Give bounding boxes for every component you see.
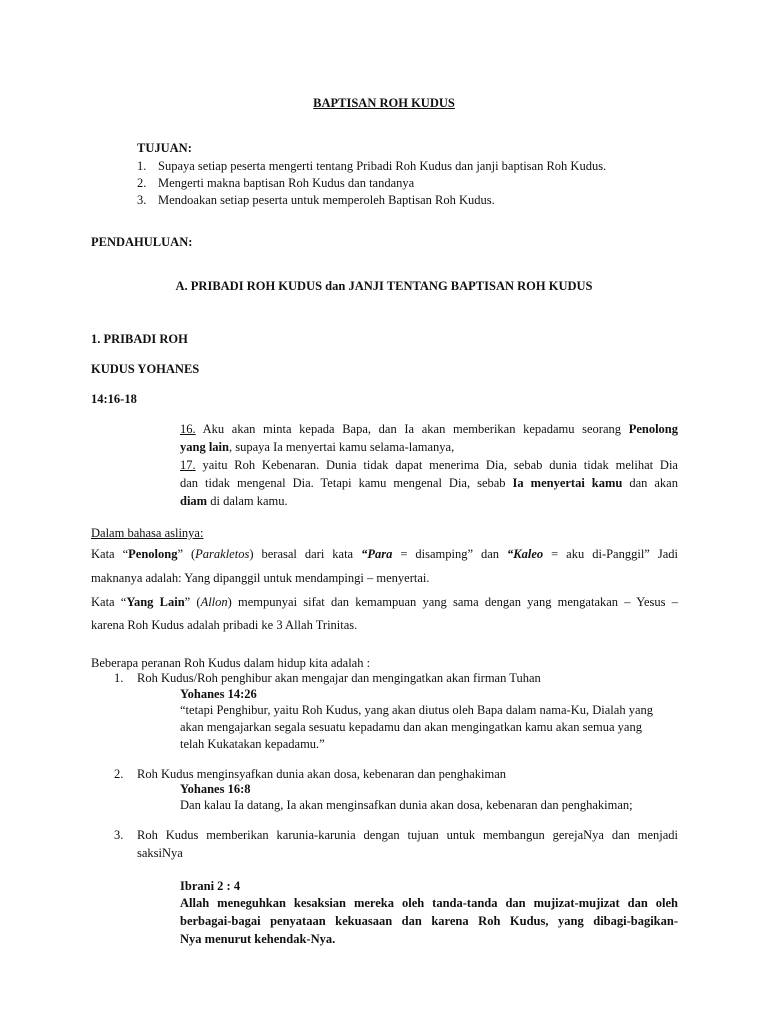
verse-bold-text: yang lain (180, 440, 229, 454)
verse-text: yaitu Roh Kebenaran. Dunia tidak dapat menerima Dia, sebab dunia tidak melihat Dia (195, 458, 678, 472)
peranan-item-num: 2. (114, 767, 124, 781)
text: ” ( (184, 595, 201, 609)
verse-text: , supaya Ia menyertai kamu selama-lamanya, (228, 440, 455, 454)
bold-italic-text: “Kaleo (507, 547, 544, 561)
verse-block (180, 420, 678, 510)
peranan-item-quote-line: Nya menurut kehendak-Nya. (180, 932, 336, 946)
text: = disamping” dan (392, 547, 508, 561)
peranan-item-quote-line: Dan kalau Ia datang, Ia akan menginsafkan dunia akan dosa, kebenaran dan penghakiman; (180, 798, 633, 812)
verse-16-line1 (180, 420, 678, 438)
text: ) berasal dari kata (249, 547, 362, 561)
text: Kata “ (91, 595, 127, 609)
tujuan-item-text: Supaya setiap peserta mengerti tentang Pribadi Roh Kudus dan janji baptisan Roh Kudus. (158, 159, 607, 173)
peranan-item-quote-line: Allah meneguhkan kesaksian mereka oleh tanda-tanda dan mujizat-mujizat dan oleh (180, 896, 678, 910)
peranan-item-num: 3. (114, 828, 124, 842)
peranan-item-num: 1. (114, 671, 124, 685)
peranan-item-ref: Ibrani 2 : 4 (180, 879, 241, 893)
tujuan-item-text: Mendoakan setiap peserta untuk memperoleh Baptisan Roh Kudus. (158, 193, 495, 207)
bold-italic-text: “Para (361, 547, 393, 561)
section-a-heading: A. PRIBADI ROH KUDUS dan JANJI TENTANG BAPTISAN ROH KUDUS (175, 279, 593, 293)
verse-text: dan akan (622, 476, 678, 490)
peranan-item-ref: Yohanes 16:8 (180, 782, 251, 796)
verse-bold-text: Ia menyertai kamu (512, 476, 623, 490)
verse-17-line3 (180, 492, 678, 510)
verse-text: di dalam kamu. (207, 494, 288, 508)
tujuan-heading: TUJUAN: (137, 141, 192, 155)
subheading-line: 1. PRIBADI ROH (91, 332, 188, 346)
tujuan-item-text: Mengerti makna baptisan Roh Kudus dan tandanya (158, 176, 415, 190)
bold-text: Penolong (128, 547, 178, 561)
text: Kata “ (91, 547, 129, 561)
verse-number: 17. (180, 458, 196, 472)
subheading-line: 14:16-18 (91, 392, 137, 406)
peranan-item-ref: Yohanes 14:26 (180, 687, 257, 701)
peranan-intro: Beberapa peranan Roh Kudus dalam hidup kita adalah : (91, 656, 371, 670)
verse-bold-text: Penolong (628, 422, 678, 436)
bahasa-p1-line1 (91, 545, 678, 563)
bahasa-heading: Dalam bahasa aslinya: (91, 526, 204, 540)
peranan-item-quote-line: “tetapi Penghibur, yaitu Roh Kudus, yang akan diutus oleh Bapa dalam nama-Ku, Dialah yang (180, 703, 653, 717)
peranan-item-quote-line: telah Kukatakan kepadamu.” (180, 737, 325, 751)
peranan-item-text: Roh Kudus/Roh penghibur akan mengajar dan mengingatkan akan firman Tuhan (137, 671, 541, 685)
peranan-item-quote-line: berbagai-bagai penyataan kekuasaan dan karena Roh Kudus, yang dibagi-bagikan- (180, 914, 678, 928)
italic-text: Parakletos (195, 547, 250, 561)
subheading-line: KUDUS YOHANES (91, 362, 200, 376)
bahasa-p2-line1 (91, 593, 678, 611)
verse-17-line1 (180, 456, 678, 474)
tujuan-item-num: 2. (137, 176, 147, 190)
text: = aku di-Panggil” Jadi (543, 547, 678, 561)
verse-bold-text: diam (180, 494, 208, 508)
page-title: BAPTISAN ROH KUDUS (313, 96, 455, 110)
italic-text: Allon (200, 595, 228, 609)
verse-text: Aku akan minta kepada Bapa, dan Ia akan memberikan kepadamu seorang (195, 422, 629, 436)
text: ” ( (177, 547, 196, 561)
peranan-item-text: Roh Kudus menginsyafkan dunia akan dosa, kebenaran dan penghakiman (137, 767, 506, 781)
tujuan-item-num: 3. (137, 193, 147, 207)
pendahuluan-heading: PENDAHULUAN: (91, 235, 193, 249)
verse-number: 16. (180, 422, 196, 436)
bahasa-p1-line2: maknanya adalah: Yang dipanggil untuk mendampingi – menyertai. (91, 571, 430, 585)
bold-text: Yang Lain (126, 595, 185, 609)
text: ) mempunyai sifat dan kemampuan yang sama dengan yang mengatakan – Yesus – (227, 595, 678, 609)
verse-16-line2 (180, 438, 678, 456)
verse-text: dan tidak mengenal Dia. Tetapi kamu mengenal Dia, sebab (180, 476, 513, 490)
peranan-item-text: Roh Kudus memberikan karunia-karunia dengan tujuan untuk membangun gerejaNya dan menjadi (137, 828, 678, 842)
peranan-item-text: saksiNya (137, 846, 183, 860)
tujuan-item-num: 1. (137, 159, 147, 173)
bahasa-p2-line2: karena Roh Kudus adalah pribadi ke 3 Allah Trinitas. (91, 618, 358, 632)
verse-17-line2 (180, 474, 678, 492)
peranan-item-quote-line: akan mengajarkan segala sesuatu kepadamu dan akan mengingatkan kamu akan semua yang (180, 720, 642, 734)
